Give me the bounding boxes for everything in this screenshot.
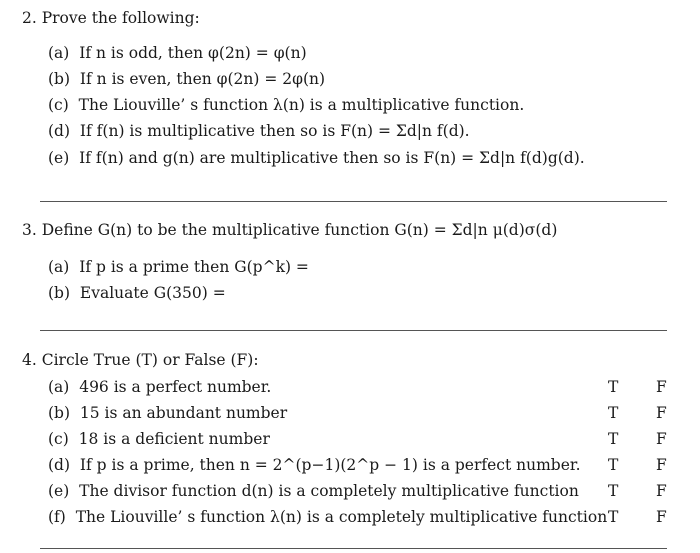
q4-item-f-label: (f) [48,508,66,526]
q2-item-b [48,69,325,89]
q3-item-b-label: (b) [48,284,71,302]
q4-e-false[interactable]: F [656,482,667,500]
q4-item-d [48,455,581,475]
q4-item-a-text: 496 is a perfect number. [79,378,272,396]
q2-item-a-label: (a) [48,44,70,62]
q4-item-e-text: The divisor function d(n) is a completely multiplicative function [79,482,579,500]
q2-item-c [48,95,524,115]
q2-item-c-label: (c) [48,96,69,114]
q4-title: 4. Circle True (T) or False (F): [22,351,259,369]
q4-item-d-label: (d) [48,456,71,474]
q4-item-e [48,481,579,501]
divider-bottom [40,548,667,549]
q4-item-e-label: (e) [48,482,70,500]
q2-title: 2. Prove the following: [22,9,200,27]
q3-item-a-label: (a) [48,258,70,276]
q4-item-c-text: 18 is a deficient number [78,430,270,448]
q2-item-d-label: (d) [48,122,71,140]
q4-item-b [48,403,287,423]
q4-item-f-text: The Liouville’ s function λ(n) is a completely multiplicative function [75,508,608,526]
q4-f-false[interactable]: F [656,508,667,526]
divider-q3-q4 [40,330,667,331]
q2-item-e-text: If f(n) and g(n) are multiplicative then so is F(n) = Σd|n f(d)g(d). [79,149,585,167]
q3-item-b [48,283,226,303]
q4-b-false[interactable]: F [656,404,667,422]
q4-item-b-label: (b) [48,404,71,422]
q4-item-b-text: 15 is an abundant number [79,404,288,422]
q4-item-f [48,507,607,527]
q4-f-true[interactable]: T [608,508,619,526]
q4-item-d-text: If p is a prime, then n = 2^(p−1)(2^p − 1) is a perfect number. [79,456,581,474]
q2-item-a [48,43,307,63]
q4-item-c [48,429,270,449]
q4-d-false[interactable]: F [656,456,667,474]
q4-item-c-label: (c) [48,430,69,448]
q2-item-e-label: (e) [48,149,70,167]
q4-item-a [48,377,271,397]
q4-d-true[interactable]: T [608,456,619,474]
q2-item-d [48,121,470,141]
q4-e-true[interactable]: T [608,482,619,500]
q2-item-e [48,148,585,168]
q3-item-a [48,257,309,277]
q4-a-true[interactable]: T [608,378,619,396]
q2-item-d-text: If f(n) is multiplicative then so is F(n) = Σd|n f(d). [79,122,470,140]
divider-q2-q3 [40,201,667,202]
q2-item-a-text: If n is odd, then φ(2n) = φ(n) [79,44,307,62]
q2-item-b-label: (b) [48,70,71,88]
q4-b-true[interactable]: T [608,404,619,422]
q3-item-a-text: If p is a prime then G(p^k) = [79,258,309,276]
q4-item-a-label: (a) [48,378,70,396]
q4-a-false[interactable]: F [656,378,667,396]
q4-c-false[interactable]: F [656,430,667,448]
q4-c-true[interactable]: T [608,430,619,448]
q2-item-c-text: The Liouville’ s function λ(n) is a multiplicative function. [78,96,525,114]
q3-item-b-text: Evaluate G(350) = [79,284,226,302]
q2-item-b-text: If n is even, then φ(2n) = 2φ(n) [79,70,326,88]
q3-title: 3. Define G(n) to be the multiplicative function G(n) = Σd|n μ(d)σ(d) [22,221,558,239]
